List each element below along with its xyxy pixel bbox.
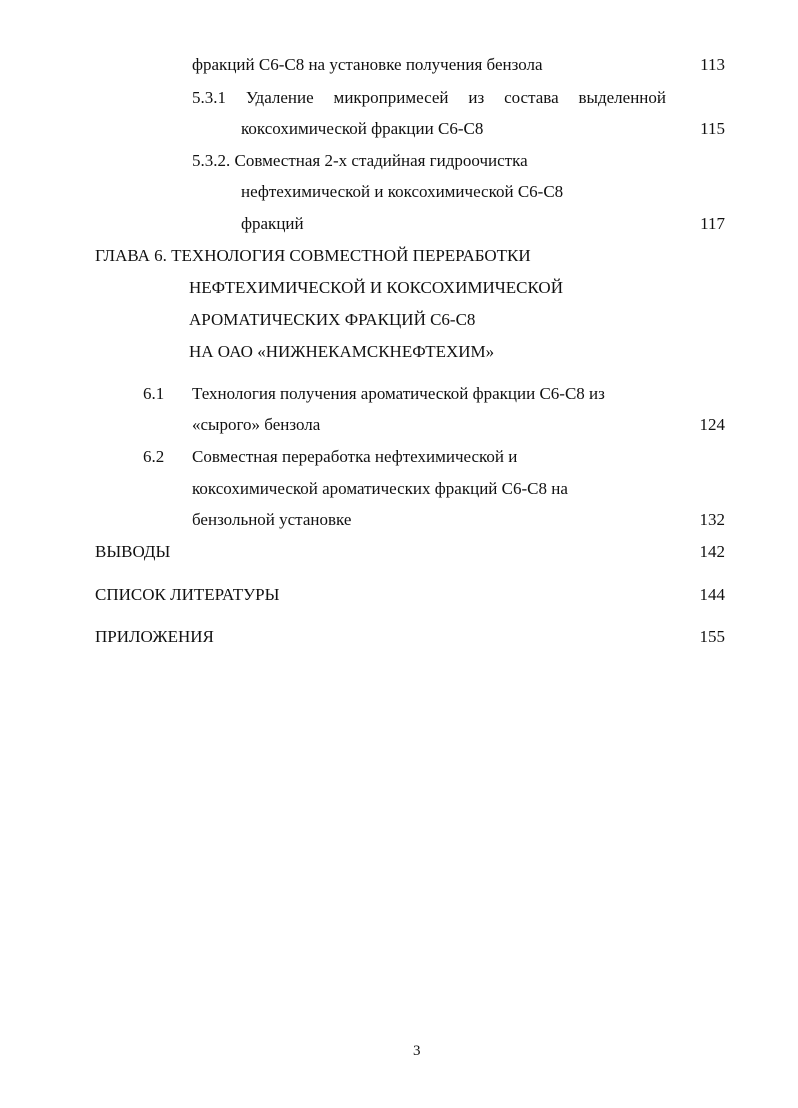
toc-entry-6-2-cont: бензольной установке <box>192 510 352 529</box>
toc-section-number: 6.1 <box>143 384 165 403</box>
toc-page-number: 115 <box>700 119 725 138</box>
toc-page-number: 144 <box>699 585 725 604</box>
toc-chapter-6-title-cont: НЕФТЕХИМИЧЕСКОЙ И КОКСОХИМИЧЕСКОЙ <box>189 278 563 297</box>
toc-conclusions: ВЫВОДЫ <box>95 542 171 561</box>
toc-entry-6-2: Совместная переработка нефтехимической и <box>192 447 518 466</box>
toc-page-number: 117 <box>700 214 725 233</box>
toc-chapter-6-title-cont: НА ОАО «НИЖНЕКАМСКНЕФТЕХИМ» <box>189 342 495 361</box>
toc-chapter-6-title-cont: АРОМАТИЧЕСКИХ ФРАКЦИЙ С6-С8 <box>189 310 476 329</box>
toc-entry-6-1: Технология получения ароматической фракции С6-С8 из <box>192 384 605 403</box>
page-number: 3 <box>413 1043 421 1059</box>
toc-section-number: 6.2 <box>143 447 165 466</box>
toc-references: СПИСОК ЛИТЕРАТУРЫ <box>95 585 280 604</box>
toc-entry-5-3-2-cont: фракций <box>241 214 304 233</box>
toc-entry-5-2-end: фракций С6-С8 на установке получения бензола <box>192 55 543 74</box>
toc-appendices: ПРИЛОЖЕНИЯ <box>95 627 214 646</box>
toc-entry-5-3-1-cont: коксохимической фракции С6-С8 <box>241 119 484 138</box>
toc-entry-5-3-2: 5.3.2. Совместная 2-х стадийная гидроочистка <box>192 151 528 170</box>
toc-page-number: 142 <box>699 542 725 561</box>
toc-page-number: 132 <box>699 510 725 529</box>
toc-page-number: 155 <box>699 627 725 646</box>
toc-chapter-6-title: ГЛАВА 6. ТЕХНОЛОГИЯ СОВМЕСТНОЙ ПЕРЕРАБОТКИ <box>95 246 531 265</box>
toc-entry-5-3-2-cont: нефтехимической и коксохимической С6-С8 <box>241 182 564 201</box>
toc-entry-5-3-1: 5.3.1 Удаление микропримесей из состава выделенной <box>192 88 666 107</box>
toc-page-number: 124 <box>699 415 725 434</box>
toc-entry-6-1-cont: «сырого» бензола <box>192 415 321 434</box>
toc-entry-6-2-cont: коксохимической ароматических фракций С6-С8 на <box>192 479 568 498</box>
toc-page-number: 113 <box>700 55 725 74</box>
